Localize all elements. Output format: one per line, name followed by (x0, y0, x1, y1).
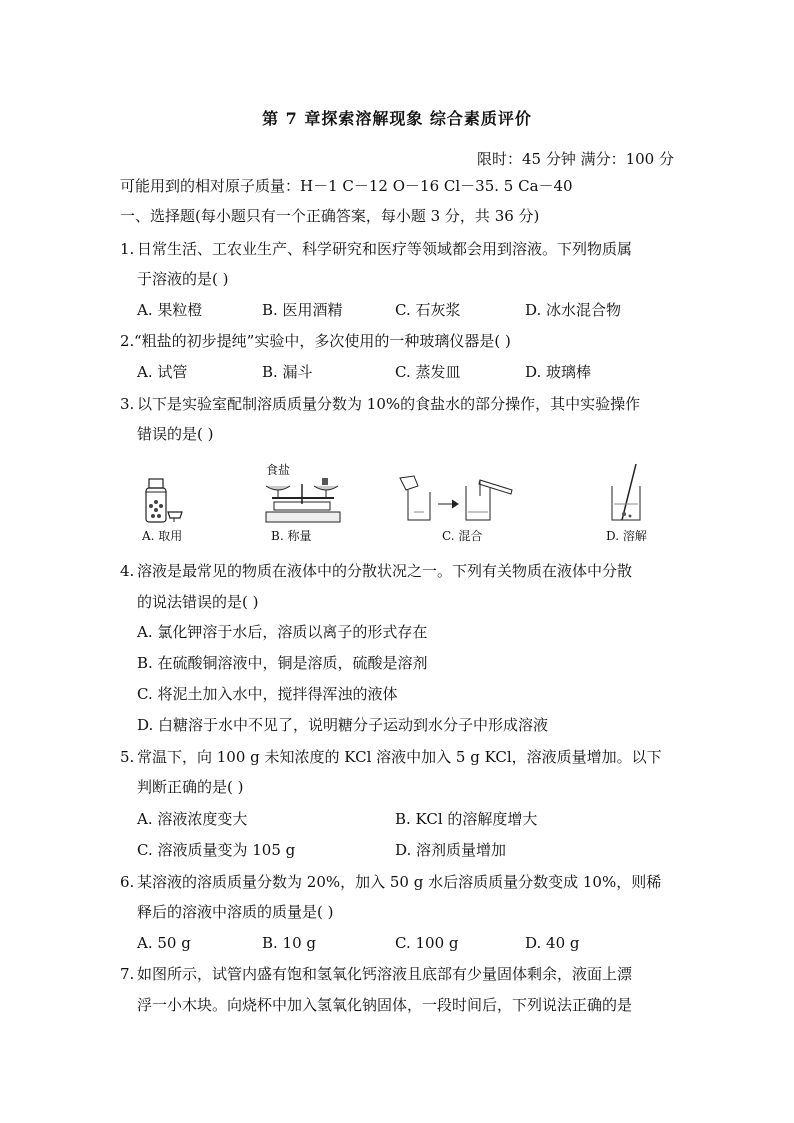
figure-d-dissolving (606, 462, 646, 524)
figure-d-label: D. 溶解 (606, 529, 647, 543)
question-stem: 释后的溶液中溶质的质量是( ) (137, 903, 334, 921)
question-number: 6. (120, 873, 135, 891)
question-number: 3. (120, 395, 135, 413)
question-number: 5. (120, 748, 135, 766)
figure-c-label: C. 混合 (442, 529, 483, 543)
question-stem: 以下是实验室配制溶质质量分数为 10%的食盐水的部分操作，其中实验操作 (137, 395, 641, 413)
question-stem: 的说法错误的是( ) (137, 593, 259, 611)
time-score-info: 限时：45 分钟 满分：100 分 (476, 150, 674, 168)
figure-c-mixing (394, 474, 514, 524)
question-stem: 如图所示，试管内盛有饱和氢氧化钙溶液且底部有少量固体剩余，液面上漂 (137, 965, 633, 983)
figure-a-label: A. 取用 (142, 529, 183, 543)
question-number: 4. (120, 562, 135, 580)
option-b: B. 医用酒精 (262, 301, 343, 319)
question-stem: 某溶液的溶质质量分数为 20%，加入 50 g 水后溶质质量分数变成 10%，则稀 (137, 873, 662, 891)
option-a: A. 50 g (137, 934, 191, 952)
option-d: D. 白糖溶于水中不见了，说明糖分子运动到水分子中形成溶液 (137, 716, 549, 734)
atomic-masses: 可能用到的相对原子质量：H－1 C－12 O－16 Cl－35. 5 Ca－40 (120, 177, 573, 195)
figure-a-taking (140, 476, 184, 524)
option-c: C. 100 g (395, 934, 459, 952)
page-title: 第 7 章探索溶解现象 综合素质评价 (262, 109, 532, 128)
option-b: B. KCl 的溶解度增大 (395, 810, 538, 828)
option-b: B. 10 g (262, 934, 317, 952)
section-heading: 一、选择题(每小题只有一个正确答案，每小题 3 分，共 36 分) (120, 207, 540, 225)
question-stem: 浮一小木块。向烧杯中加入氢氧化钠固体，一段时间后，下列说法正确的是 (137, 996, 633, 1014)
figure-b-label: B. 称量 (271, 529, 312, 543)
option-c: C. 蒸发皿 (395, 363, 461, 381)
question-stem: “粗盐的初步提纯”实验中，多次使用的一种玻璃仪器是( ) (134, 332, 511, 350)
figure-b-balance (262, 474, 344, 524)
option-a: A. 氯化钾溶于水后，溶质以离子的形式存在 (137, 623, 428, 641)
question-stem: 于溶液的是( ) (137, 270, 229, 288)
option-b: B. 漏斗 (262, 363, 313, 381)
option-a: A. 果粒橙 (137, 301, 203, 319)
option-d: D. 溶剂质量增加 (395, 841, 507, 859)
option-c: C. 将泥土加入水中，搅拌得浑浊的液体 (137, 685, 398, 703)
option-d: D. 冰水混合物 (525, 301, 622, 319)
question-stem: 常温下，向 100 g 未知浓度的 KCl 溶液中加入 5 g KCl，溶液质量增加。以下 (137, 748, 662, 766)
option-c: C. 石灰浆 (395, 301, 461, 319)
question-stem: 错误的是( ) (137, 425, 214, 443)
question-stem: 日常生活、工农业生产、科学研究和医疗等领域都会用到溶液。下列物质属 (137, 240, 633, 258)
option-a: A. 试管 (137, 363, 188, 381)
question-number: 1. (120, 240, 135, 258)
question-number: 7. (120, 965, 135, 983)
option-c: C. 溶液质量变为 105 g (137, 841, 296, 859)
option-a: A. 溶液浓度变大 (137, 810, 248, 828)
salt-label: 食盐 (266, 463, 291, 477)
question-number: 2. (120, 332, 135, 350)
question-stem: 判断正确的是( ) (137, 778, 244, 796)
question-stem: 溶液是最常见的物质在液体中的分散状况之一。下列有关物质在液体中分散 (137, 562, 633, 580)
option-b: B. 在硫酸铜溶液中，铜是溶质，硫酸是溶剂 (137, 654, 428, 672)
option-d: D. 玻璃棒 (525, 363, 592, 381)
option-d: D. 40 g (525, 934, 580, 952)
